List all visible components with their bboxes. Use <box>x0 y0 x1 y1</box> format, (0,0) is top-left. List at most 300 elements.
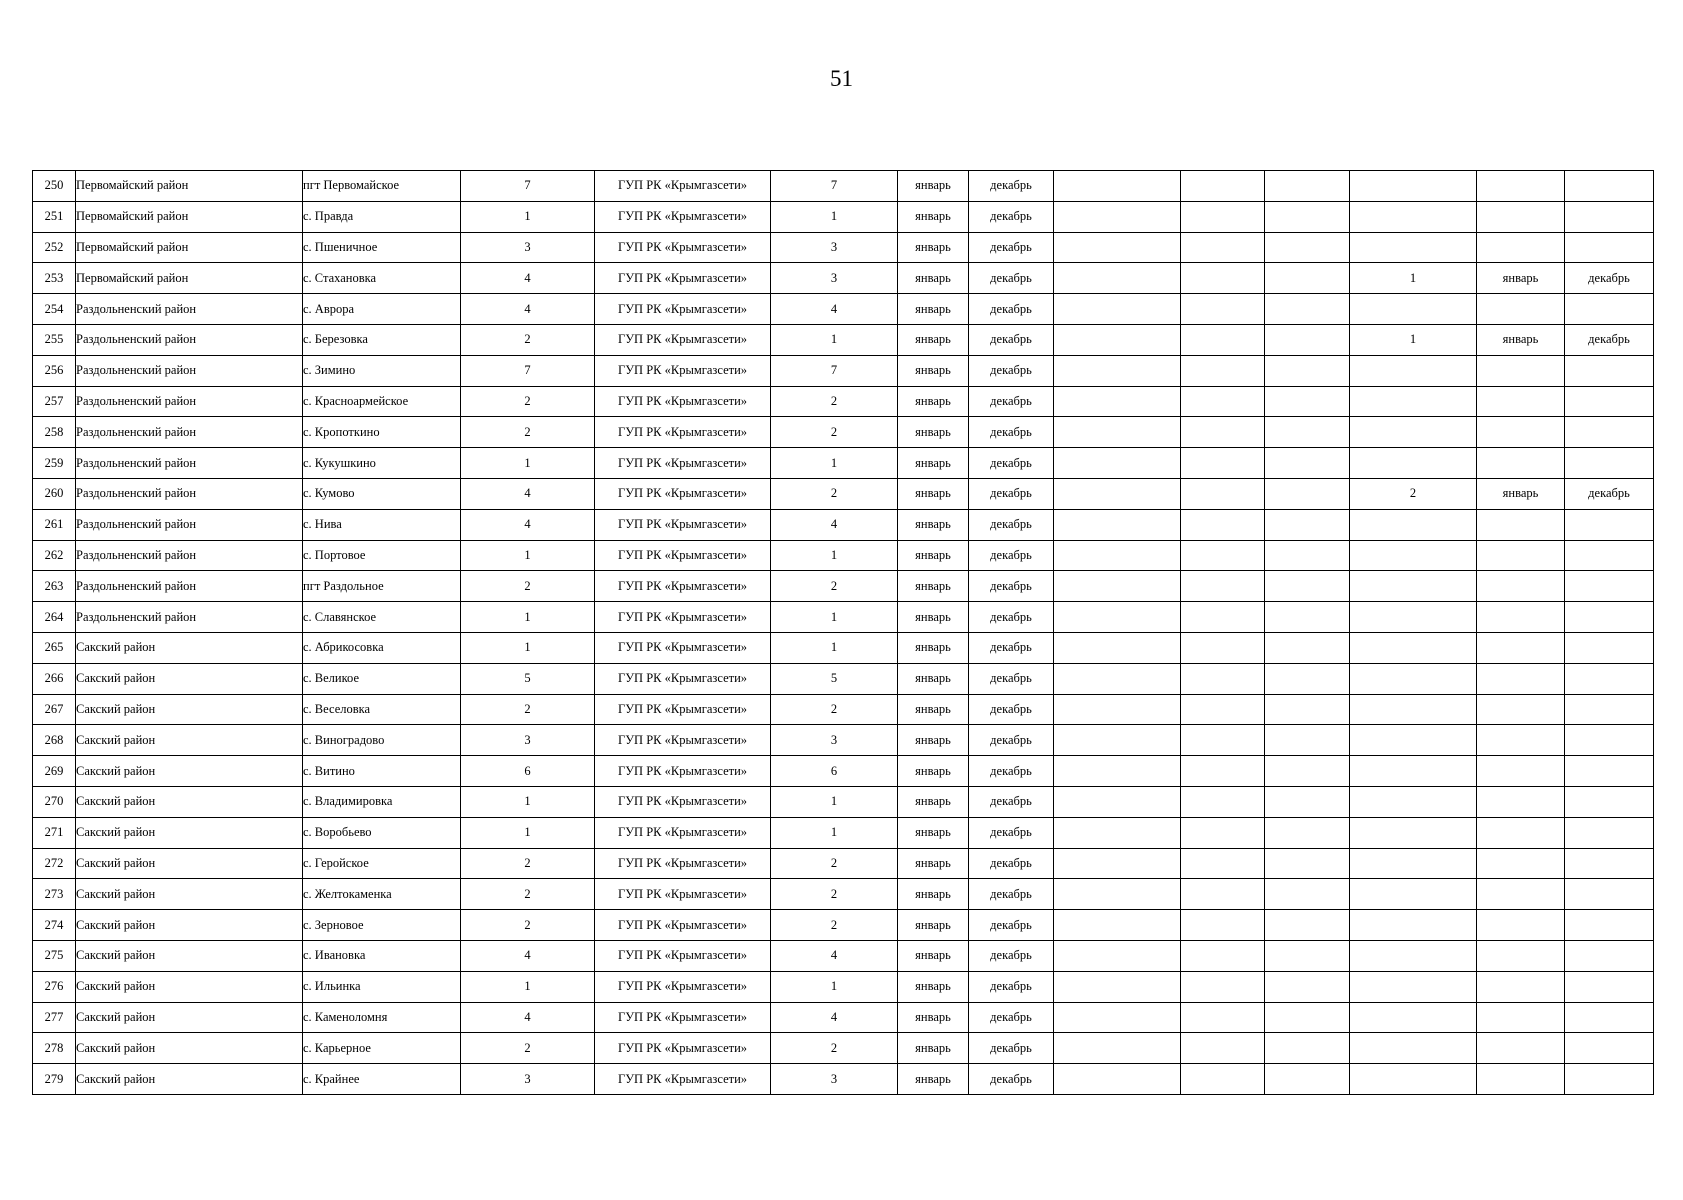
quantity-cell: 2 <box>461 879 595 910</box>
locality-cell: с. Виноградово <box>303 725 461 756</box>
empty-cell <box>1265 478 1350 509</box>
extra-end-month-cell: декабрь <box>1565 324 1654 355</box>
extra-quantity-cell <box>1350 848 1477 879</box>
empty-cell <box>1181 910 1265 941</box>
empty-cell <box>1181 756 1265 787</box>
locality-cell: с. Березовка <box>303 324 461 355</box>
end-month-cell: декабрь <box>969 848 1054 879</box>
extra-quantity-cell <box>1350 694 1477 725</box>
organization-cell: ГУП РК «Крымгазсети» <box>595 417 771 448</box>
extra-quantity-cell <box>1350 879 1477 910</box>
empty-cell <box>1265 725 1350 756</box>
extra-end-month-cell <box>1565 940 1654 971</box>
empty-cell <box>1265 817 1350 848</box>
count-cell: 2 <box>771 1033 898 1064</box>
page-number: 51 <box>830 66 853 91</box>
end-month-cell: декабрь <box>969 602 1054 633</box>
table-row <box>33 694 1654 725</box>
count-cell: 3 <box>771 232 898 263</box>
quantity-cell: 2 <box>461 848 595 879</box>
organization-cell: ГУП РК «Крымгазсети» <box>595 294 771 325</box>
organization-cell: ГУП РК «Крымгазсети» <box>595 1033 771 1064</box>
start-month-cell: январь <box>898 910 969 941</box>
district-cell: Сакский район <box>76 1033 303 1064</box>
extra-start-month-cell <box>1477 448 1565 479</box>
end-month-cell: декабрь <box>969 786 1054 817</box>
empty-cell <box>1265 1064 1350 1095</box>
end-month-cell: декабрь <box>969 171 1054 202</box>
empty-cell <box>1265 848 1350 879</box>
start-month-cell: январь <box>898 1002 969 1033</box>
extra-end-month-cell: декабрь <box>1565 263 1654 294</box>
district-cell: Сакский район <box>76 1002 303 1033</box>
district-cell: Сакский район <box>76 725 303 756</box>
count-cell: 4 <box>771 509 898 540</box>
empty-cell <box>1265 879 1350 910</box>
empty-cell <box>1054 971 1181 1002</box>
extra-end-month-cell <box>1565 417 1654 448</box>
count-cell: 2 <box>771 417 898 448</box>
row-number-cell: 257 <box>33 386 76 417</box>
row-number-cell: 274 <box>33 910 76 941</box>
quantity-cell: 7 <box>461 355 595 386</box>
district-cell: Сакский район <box>76 817 303 848</box>
count-cell: 7 <box>771 171 898 202</box>
start-month-cell: январь <box>898 879 969 910</box>
end-month-cell: декабрь <box>969 940 1054 971</box>
table-row <box>33 232 1654 263</box>
end-month-cell: декабрь <box>969 571 1054 602</box>
start-month-cell: январь <box>898 386 969 417</box>
empty-cell <box>1265 602 1350 633</box>
locality-cell: пгт Раздольное <box>303 571 461 602</box>
extra-start-month-cell <box>1477 786 1565 817</box>
empty-cell <box>1181 540 1265 571</box>
empty-cell <box>1054 1002 1181 1033</box>
start-month-cell: январь <box>898 355 969 386</box>
empty-cell <box>1181 971 1265 1002</box>
table-row <box>33 324 1654 355</box>
empty-cell <box>1265 263 1350 294</box>
empty-cell <box>1054 417 1181 448</box>
empty-cell <box>1265 910 1350 941</box>
empty-cell <box>1265 1033 1350 1064</box>
locality-cell: с. Ильинка <box>303 971 461 1002</box>
extra-end-month-cell <box>1565 1064 1654 1095</box>
quantity-cell: 2 <box>461 910 595 941</box>
empty-cell <box>1181 171 1265 202</box>
empty-cell <box>1181 694 1265 725</box>
empty-cell <box>1265 324 1350 355</box>
locality-cell: пгт Первомайское <box>303 171 461 202</box>
extra-quantity-cell <box>1350 602 1477 633</box>
extra-quantity-cell: 1 <box>1350 263 1477 294</box>
organization-cell: ГУП РК «Крымгазсети» <box>595 232 771 263</box>
quantity-cell: 4 <box>461 1002 595 1033</box>
district-cell: Раздольненский район <box>76 386 303 417</box>
extra-end-month-cell <box>1565 294 1654 325</box>
empty-cell <box>1181 571 1265 602</box>
locality-cell: с. Воробьево <box>303 817 461 848</box>
start-month-cell: январь <box>898 971 969 1002</box>
empty-cell <box>1181 1033 1265 1064</box>
quantity-cell: 1 <box>461 201 595 232</box>
empty-cell <box>1181 201 1265 232</box>
quantity-cell: 2 <box>461 386 595 417</box>
count-cell: 3 <box>771 725 898 756</box>
start-month-cell: январь <box>898 848 969 879</box>
empty-cell <box>1265 694 1350 725</box>
end-month-cell: декабрь <box>969 417 1054 448</box>
locality-cell: с. Кукушкино <box>303 448 461 479</box>
empty-cell <box>1181 632 1265 663</box>
start-month-cell: январь <box>898 817 969 848</box>
start-month-cell: январь <box>898 509 969 540</box>
locality-cell: с. Правда <box>303 201 461 232</box>
district-cell: Сакский район <box>76 756 303 787</box>
extra-quantity-cell <box>1350 509 1477 540</box>
empty-cell <box>1265 201 1350 232</box>
extra-quantity-cell <box>1350 971 1477 1002</box>
start-month-cell: январь <box>898 571 969 602</box>
start-month-cell: январь <box>898 663 969 694</box>
empty-cell <box>1265 509 1350 540</box>
empty-cell <box>1054 879 1181 910</box>
table-row <box>33 171 1654 202</box>
organization-cell: ГУП РК «Крымгазсети» <box>595 725 771 756</box>
locality-cell: с. Великое <box>303 663 461 694</box>
empty-cell <box>1054 324 1181 355</box>
table-row <box>33 940 1654 971</box>
end-month-cell: декабрь <box>969 1002 1054 1033</box>
row-number-cell: 270 <box>33 786 76 817</box>
quantity-cell: 7 <box>461 171 595 202</box>
row-number-cell: 261 <box>33 509 76 540</box>
quantity-cell: 3 <box>461 725 595 756</box>
extra-start-month-cell <box>1477 756 1565 787</box>
extra-start-month-cell <box>1477 725 1565 756</box>
empty-cell <box>1181 940 1265 971</box>
organization-cell: ГУП РК «Крымгазсети» <box>595 910 771 941</box>
quantity-cell: 1 <box>461 971 595 1002</box>
extra-start-month-cell <box>1477 171 1565 202</box>
row-number-cell: 250 <box>33 171 76 202</box>
empty-cell <box>1265 1002 1350 1033</box>
quantity-cell: 1 <box>461 602 595 633</box>
empty-cell <box>1054 1033 1181 1064</box>
end-month-cell: декабрь <box>969 725 1054 756</box>
locality-cell: с. Витино <box>303 756 461 787</box>
quantity-cell: 4 <box>461 940 595 971</box>
table-row <box>33 448 1654 479</box>
organization-cell: ГУП РК «Крымгазсети» <box>595 971 771 1002</box>
start-month-cell: январь <box>898 602 969 633</box>
extra-end-month-cell <box>1565 571 1654 602</box>
locality-cell: с. Абрикосовка <box>303 632 461 663</box>
table-row <box>33 879 1654 910</box>
extra-start-month-cell <box>1477 663 1565 694</box>
extra-end-month-cell <box>1565 386 1654 417</box>
table-row <box>33 725 1654 756</box>
row-number-cell: 264 <box>33 602 76 633</box>
extra-start-month-cell <box>1477 294 1565 325</box>
locality-cell: с. Желтокаменка <box>303 879 461 910</box>
organization-cell: ГУП РК «Крымгазсети» <box>595 324 771 355</box>
extra-start-month-cell <box>1477 201 1565 232</box>
empty-cell <box>1181 386 1265 417</box>
empty-cell <box>1054 756 1181 787</box>
extra-start-month-cell <box>1477 632 1565 663</box>
empty-cell <box>1054 663 1181 694</box>
district-cell: Раздольненский район <box>76 540 303 571</box>
count-cell: 2 <box>771 386 898 417</box>
empty-cell <box>1054 632 1181 663</box>
locality-cell: с. Стахановка <box>303 263 461 294</box>
empty-cell <box>1181 478 1265 509</box>
organization-cell: ГУП РК «Крымгазсети» <box>595 448 771 479</box>
empty-cell <box>1054 478 1181 509</box>
locality-cell: с. Карьерное <box>303 1033 461 1064</box>
district-cell: Сакский район <box>76 940 303 971</box>
empty-cell <box>1265 632 1350 663</box>
end-month-cell: декабрь <box>969 694 1054 725</box>
extra-quantity-cell <box>1350 725 1477 756</box>
empty-cell <box>1054 602 1181 633</box>
end-month-cell: декабрь <box>969 879 1054 910</box>
locality-cell: с. Пшеничное <box>303 232 461 263</box>
empty-cell <box>1265 294 1350 325</box>
extra-start-month-cell <box>1477 1002 1565 1033</box>
extra-start-month-cell <box>1477 1033 1565 1064</box>
empty-cell <box>1054 571 1181 602</box>
table-row <box>33 756 1654 787</box>
table-row <box>33 817 1654 848</box>
quantity-cell: 1 <box>461 632 595 663</box>
quantity-cell: 2 <box>461 1033 595 1064</box>
count-cell: 3 <box>771 1064 898 1095</box>
locality-cell: с. Веселовка <box>303 694 461 725</box>
extra-end-month-cell <box>1565 232 1654 263</box>
table-row <box>33 263 1654 294</box>
extra-start-month-cell <box>1477 417 1565 448</box>
locality-cell: с. Геройское <box>303 848 461 879</box>
extra-quantity-cell <box>1350 1064 1477 1095</box>
end-month-cell: декабрь <box>969 355 1054 386</box>
count-cell: 2 <box>771 478 898 509</box>
count-cell: 2 <box>771 694 898 725</box>
count-cell: 4 <box>771 940 898 971</box>
district-cell: Раздольненский район <box>76 324 303 355</box>
extra-end-month-cell <box>1565 786 1654 817</box>
quantity-cell: 5 <box>461 663 595 694</box>
empty-cell <box>1265 540 1350 571</box>
organization-cell: ГУП РК «Крымгазсети» <box>595 694 771 725</box>
organization-cell: ГУП РК «Крымгазсети» <box>595 786 771 817</box>
empty-cell <box>1054 509 1181 540</box>
extra-end-month-cell <box>1565 448 1654 479</box>
extra-end-month-cell <box>1565 201 1654 232</box>
end-month-cell: декабрь <box>969 817 1054 848</box>
count-cell: 5 <box>771 663 898 694</box>
district-cell: Раздольненский район <box>76 571 303 602</box>
start-month-cell: январь <box>898 417 969 448</box>
extra-end-month-cell <box>1565 725 1654 756</box>
extra-quantity-cell <box>1350 663 1477 694</box>
table-row <box>33 910 1654 941</box>
table-body <box>33 171 1654 1095</box>
count-cell: 2 <box>771 910 898 941</box>
row-number-cell: 259 <box>33 448 76 479</box>
extra-end-month-cell <box>1565 817 1654 848</box>
extra-end-month-cell <box>1565 879 1654 910</box>
locality-cell: с. Зимино <box>303 355 461 386</box>
organization-cell: ГУП РК «Крымгазсети» <box>595 663 771 694</box>
table-row <box>33 632 1654 663</box>
extra-start-month-cell <box>1477 848 1565 879</box>
empty-cell <box>1054 817 1181 848</box>
extra-quantity-cell <box>1350 756 1477 787</box>
table-row <box>33 663 1654 694</box>
table-row <box>33 1002 1654 1033</box>
row-number-cell: 253 <box>33 263 76 294</box>
district-cell: Сакский район <box>76 879 303 910</box>
row-number-cell: 262 <box>33 540 76 571</box>
empty-cell <box>1181 848 1265 879</box>
count-cell: 1 <box>771 448 898 479</box>
district-cell: Первомайский район <box>76 232 303 263</box>
end-month-cell: декабрь <box>969 632 1054 663</box>
row-number-cell: 251 <box>33 201 76 232</box>
count-cell: 1 <box>771 324 898 355</box>
empty-cell <box>1181 1002 1265 1033</box>
table-row <box>33 355 1654 386</box>
extra-start-month-cell <box>1477 1064 1565 1095</box>
extra-quantity-cell: 2 <box>1350 478 1477 509</box>
empty-cell <box>1181 725 1265 756</box>
empty-cell <box>1181 448 1265 479</box>
extra-start-month-cell <box>1477 509 1565 540</box>
count-cell: 1 <box>771 971 898 1002</box>
start-month-cell: январь <box>898 294 969 325</box>
end-month-cell: декабрь <box>969 756 1054 787</box>
empty-cell <box>1054 1064 1181 1095</box>
table-row <box>33 540 1654 571</box>
organization-cell: ГУП РК «Крымгазсети» <box>595 756 771 787</box>
extra-start-month-cell <box>1477 602 1565 633</box>
organization-cell: ГУП РК «Крымгазсети» <box>595 848 771 879</box>
district-cell: Первомайский район <box>76 201 303 232</box>
extra-quantity-cell <box>1350 201 1477 232</box>
organization-cell: ГУП РК «Крымгазсети» <box>595 540 771 571</box>
empty-cell <box>1054 448 1181 479</box>
extra-end-month-cell <box>1565 971 1654 1002</box>
district-cell: Раздольненский район <box>76 294 303 325</box>
extra-end-month-cell <box>1565 540 1654 571</box>
end-month-cell: декабрь <box>969 663 1054 694</box>
start-month-cell: январь <box>898 201 969 232</box>
extra-start-month-cell <box>1477 910 1565 941</box>
schedule-table <box>32 170 1654 1095</box>
extra-start-month-cell <box>1477 879 1565 910</box>
empty-cell <box>1181 663 1265 694</box>
locality-cell: с. Зерновое <box>303 910 461 941</box>
extra-quantity-cell <box>1350 171 1477 202</box>
table-row <box>33 1064 1654 1095</box>
empty-cell <box>1265 232 1350 263</box>
empty-cell <box>1181 232 1265 263</box>
empty-cell <box>1054 294 1181 325</box>
extra-start-month-cell <box>1477 571 1565 602</box>
row-number-cell: 265 <box>33 632 76 663</box>
empty-cell <box>1181 817 1265 848</box>
organization-cell: ГУП РК «Крымгазсети» <box>595 632 771 663</box>
extra-end-month-cell <box>1565 355 1654 386</box>
quantity-cell: 4 <box>461 294 595 325</box>
start-month-cell: январь <box>898 1033 969 1064</box>
district-cell: Раздольненский район <box>76 509 303 540</box>
extra-quantity-cell <box>1350 1002 1477 1033</box>
extra-start-month-cell <box>1477 355 1565 386</box>
end-month-cell: декабрь <box>969 478 1054 509</box>
organization-cell: ГУП РК «Крымгазсети» <box>595 1064 771 1095</box>
row-number-cell: 277 <box>33 1002 76 1033</box>
count-cell: 7 <box>771 355 898 386</box>
table-row <box>33 417 1654 448</box>
extra-end-month-cell <box>1565 694 1654 725</box>
empty-cell <box>1181 879 1265 910</box>
organization-cell: ГУП РК «Крымгазсети» <box>595 817 771 848</box>
extra-quantity-cell: 1 <box>1350 324 1477 355</box>
end-month-cell: декабрь <box>969 1064 1054 1095</box>
start-month-cell: январь <box>898 632 969 663</box>
extra-quantity-cell <box>1350 448 1477 479</box>
empty-cell <box>1265 448 1350 479</box>
locality-cell: с. Портовое <box>303 540 461 571</box>
district-cell: Сакский район <box>76 848 303 879</box>
organization-cell: ГУП РК «Крымгазсети» <box>595 263 771 294</box>
organization-cell: ГУП РК «Крымгазсети» <box>595 571 771 602</box>
row-number-cell: 278 <box>33 1033 76 1064</box>
extra-quantity-cell <box>1350 355 1477 386</box>
count-cell: 2 <box>771 848 898 879</box>
extra-end-month-cell <box>1565 848 1654 879</box>
end-month-cell: декабрь <box>969 509 1054 540</box>
district-cell: Первомайский район <box>76 263 303 294</box>
end-month-cell: декабрь <box>969 201 1054 232</box>
row-number-cell: 273 <box>33 879 76 910</box>
quantity-cell: 2 <box>461 324 595 355</box>
count-cell: 2 <box>771 571 898 602</box>
organization-cell: ГУП РК «Крымгазсети» <box>595 602 771 633</box>
extra-start-month-cell: январь <box>1477 324 1565 355</box>
row-number-cell: 263 <box>33 571 76 602</box>
organization-cell: ГУП РК «Крымгазсети» <box>595 879 771 910</box>
quantity-cell: 2 <box>461 571 595 602</box>
table-row <box>33 848 1654 879</box>
locality-cell: с. Нива <box>303 509 461 540</box>
organization-cell: ГУП РК «Крымгазсети» <box>595 201 771 232</box>
locality-cell: с. Ивановка <box>303 940 461 971</box>
extra-quantity-cell <box>1350 1033 1477 1064</box>
row-number-cell: 279 <box>33 1064 76 1095</box>
table-row <box>33 602 1654 633</box>
district-cell: Раздольненский район <box>76 448 303 479</box>
quantity-cell: 3 <box>461 232 595 263</box>
quantity-cell: 1 <box>461 448 595 479</box>
quantity-cell: 3 <box>461 1064 595 1095</box>
start-month-cell: январь <box>898 786 969 817</box>
empty-cell <box>1181 324 1265 355</box>
